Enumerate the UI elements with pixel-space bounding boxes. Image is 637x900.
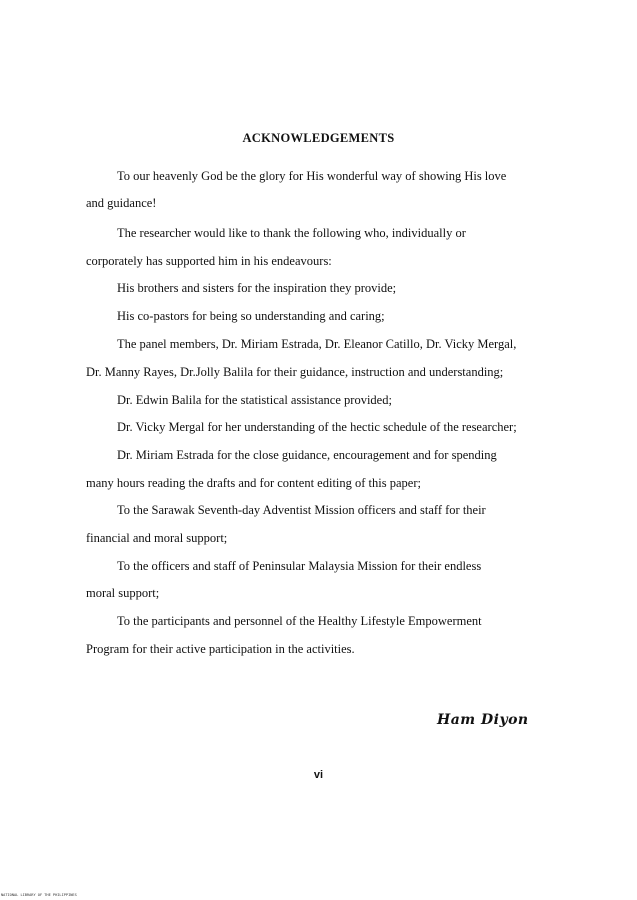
paragraph-line: moral support;: [86, 586, 160, 600]
paragraph-line: Dr. Miriam Estrada for the close guidance, encouragement and for spending: [117, 448, 497, 462]
paragraph-line: and guidance!: [86, 196, 157, 210]
paragraph-line: To the Sarawak Seventh-day Adventist Mission officers and staff for their: [117, 503, 486, 517]
signature: Ham Diyon: [437, 712, 529, 728]
paragraph-line: Dr. Edwin Balila for the statistical assistance provided;: [117, 393, 392, 407]
paragraph-line: many hours reading the drafts and for content editing of this paper;: [86, 476, 421, 490]
paragraph-line: financial and moral support;: [86, 531, 228, 545]
paragraph-line: The panel members, Dr. Miriam Estrada, Dr. Eleanor Catillo, Dr. Vicky Mergal,: [117, 337, 517, 351]
paragraph-line: Dr. Manny Rayes, Dr.Jolly Balila for their guidance, instruction and understanding;: [86, 365, 504, 379]
paragraph-line: To our heavenly God be the glory for His wonderful way of showing His love: [117, 169, 507, 183]
paragraph-line: The researcher would like to thank the following who, individually or: [117, 226, 466, 240]
paragraph-line: Dr. Vicky Mergal for her understanding of the hectic schedule of the researcher;: [117, 420, 517, 434]
scan-footer-text: NATIONAL LIBRARY OF THE PHILIPPINES: [1, 893, 77, 897]
paragraph-line: To the officers and staff of Peninsular Malaysia Mission for their endless: [117, 559, 482, 573]
paragraph-line: To the participants and personnel of the Healthy Lifestyle Empowerment: [117, 614, 482, 628]
paragraph-line: corporately has supported him in his endeavours:: [86, 254, 332, 268]
paragraph-line: His co-pastors for being so understanding and caring;: [117, 309, 385, 323]
page-number: vi: [313, 769, 324, 781]
paragraph-line: His brothers and sisters for the inspiration they provide;: [117, 281, 397, 295]
page-title: ACKNOWLEDGEMENTS: [242, 131, 395, 145]
paragraph-line: Program for their active participation in the activities.: [86, 642, 355, 656]
